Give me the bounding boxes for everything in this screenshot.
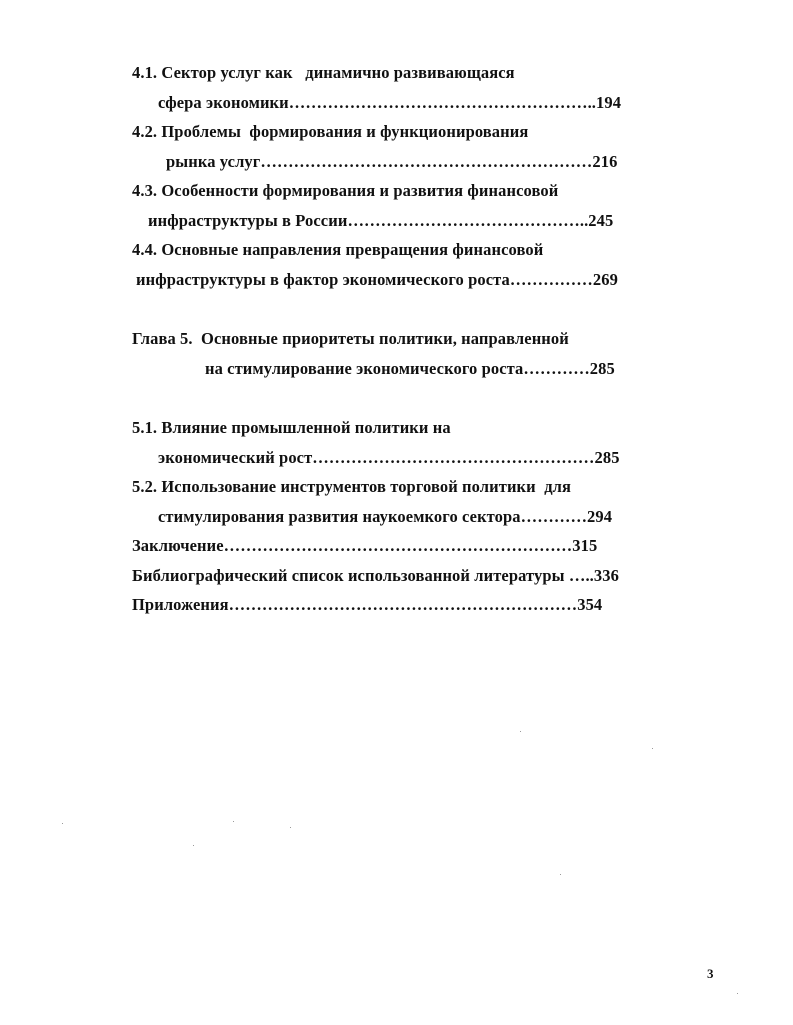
scan-speck — [62, 823, 63, 824]
scan-speck — [520, 731, 521, 732]
page-number: 3 — [707, 966, 714, 981]
toc-line-5-2-page: стимулирования развития наукоемкого сектора…………294 — [158, 507, 613, 526]
toc-line-conclusion: Заключение………………………………………………………315 — [132, 536, 598, 555]
toc-line-4-2-title: 4.2. Проблемы формирования и функционирования — [132, 122, 529, 141]
scan-speck — [560, 874, 561, 875]
toc-line-4-2-page: рынка услуг……………………………………………………216 — [166, 152, 618, 171]
toc-line-4-1-page: сфера экономики………………………………………………..194 — [158, 93, 622, 112]
scan-speck — [290, 827, 291, 828]
toc-line-4-4-title: 4.4. Основные направления превращения финансовой — [132, 240, 544, 259]
toc-line-bibliography: Библиографический список использованной литературы …..336 — [132, 566, 619, 585]
toc-line-4-1-title: 4.1. Сектор услуг как динамично развивающаяся — [132, 63, 515, 82]
toc-line-4-4-page: инфраструктуры в фактор экономического роста……………269 — [136, 270, 618, 289]
toc-line-5-2-title: 5.2. Использование инструментов торговой политики для — [132, 477, 572, 496]
toc-line-4-3-title: 4.3. Особенности формирования и развития финансовой — [132, 181, 559, 200]
toc-line-chapter-5-page: на стимулирование экономического роста…………285 — [205, 359, 615, 378]
toc-line-appendices: Приложения………………………………………………………354 — [132, 595, 603, 614]
toc-line-5-1-title: 5.1. Влияние промышленной политики на — [132, 418, 451, 437]
scan-speck — [193, 845, 194, 846]
toc-line-5-1-page: экономический рост……………………………………………285 — [158, 448, 620, 467]
scan-speck — [233, 821, 234, 822]
scan-speck — [737, 993, 738, 994]
toc-line-4-3-page: инфраструктуры в России……………………………………..245 — [148, 211, 614, 230]
toc-line-chapter-5-title: Глава 5. Основные приоритеты политики, направленной — [132, 329, 569, 348]
scan-speck — [652, 748, 653, 749]
